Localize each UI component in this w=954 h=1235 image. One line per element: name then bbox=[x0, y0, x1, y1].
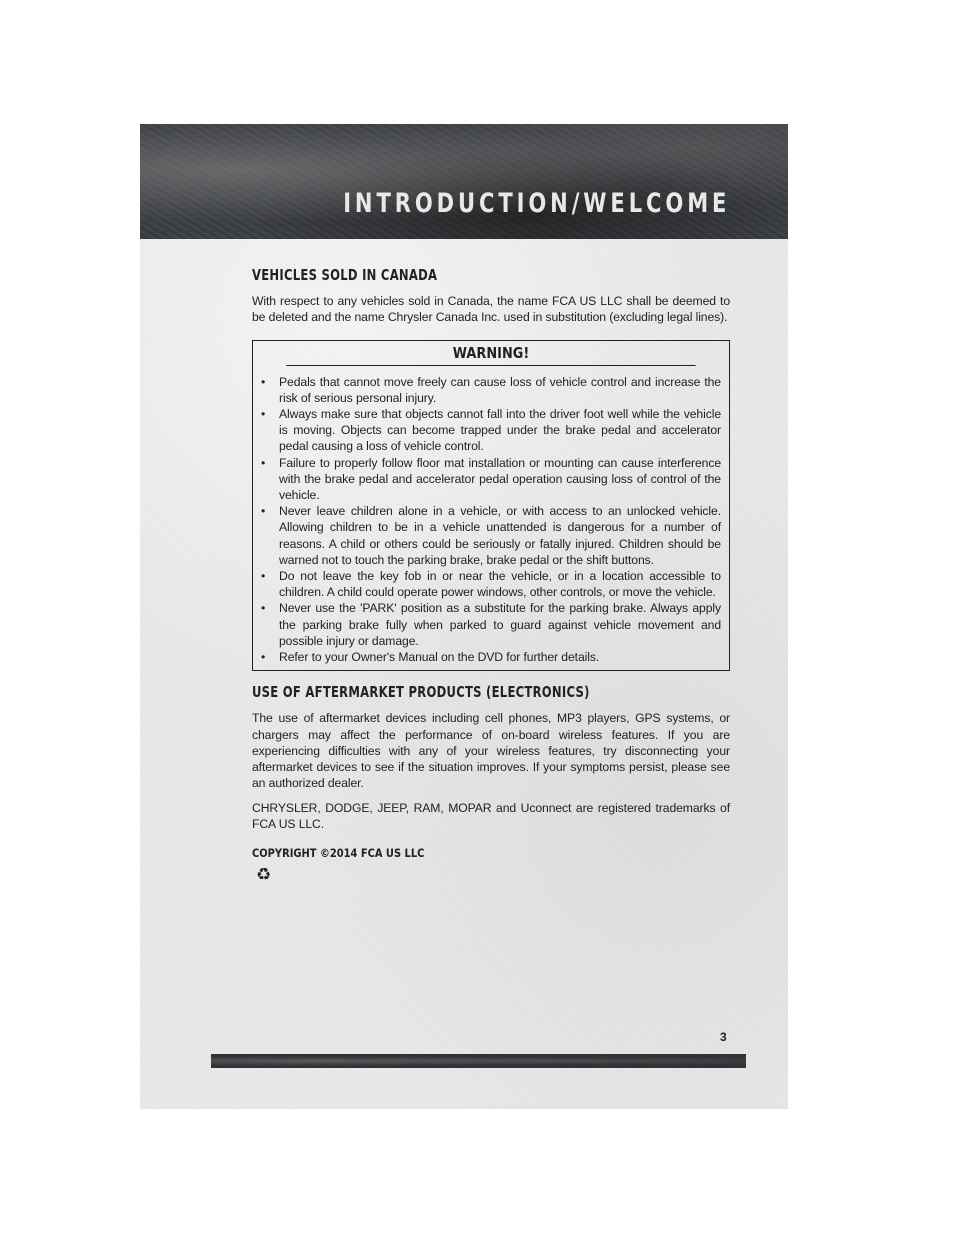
warning-item-text: Never leave children alone in a vehicle, or with access to an unlocked vehicle. Allowing children to be in a vehicle unattended is dangerous for a number of reasons. A child or others could be seriously or fatally injured. Children should be warned not to touch the parking brake, brake pedal or the shift buttons. bbox=[279, 504, 721, 567]
warning-list bbox=[253, 366, 729, 671]
bullet-icon: • bbox=[261, 455, 266, 470]
warning-item-text: Never use the 'PARK' position as a substitute for the parking brake. Always apply the parking brake fully when parked to guard against vehicle movement and possible injury or damage. bbox=[279, 601, 721, 648]
section-heading-aftermarket: USE OF AFTERMARKET PRODUCTS (ELECTRONICS) bbox=[252, 683, 590, 702]
bullet-icon: • bbox=[261, 504, 266, 519]
bullet-icon: • bbox=[261, 374, 266, 389]
section-heading-canada: VEHICLES SOLD IN CANADA bbox=[252, 266, 438, 284]
warning-item-text: Refer to your Owner's Manual on the DVD for further details. bbox=[279, 650, 600, 665]
warning-item bbox=[261, 374, 721, 406]
warning-item bbox=[261, 406, 721, 455]
bullet-icon: • bbox=[261, 569, 266, 584]
warning-item-text: Do not leave the key fob in or near the vehicle, or in a location accessible to children. A child could operate power windows, other controls, or move the vehicle. bbox=[279, 569, 721, 600]
warning-item bbox=[261, 503, 721, 568]
warning-item-text: Always make sure that objects cannot fall into the driver foot well while the vehicle is moving. Objects can become trapped under the brake pedal and accelerator pedal causing a loss of vehicle control. bbox=[279, 407, 721, 454]
section-body-trademarks: CHRYSLER, DODGE, JEEP, RAM, MOPAR and Uconnect are registered trademarks of FCA US LLC. bbox=[252, 800, 730, 832]
warning-box bbox=[252, 340, 730, 672]
warning-item bbox=[261, 568, 721, 600]
page-number: 3 bbox=[720, 1030, 727, 1044]
section-body-canada: With respect to any vehicles sold in Canada, the name FCA US LLC shall be deemed to be deleted and the name Chrysler Canada Inc. used in substitution (excluding legal lines). bbox=[252, 294, 730, 325]
bullet-icon: • bbox=[261, 650, 266, 665]
footer-band bbox=[211, 1054, 746, 1068]
section-body-aftermarket: The use of aftermarket devices including cell phones, MP3 players, GPS systems, or chargers may affect the performance of on-board wireless features. If you are experiencing difficulties with any of your wireless features, try disconnecting your aftermarket devices to see if the situation improves. If your symptoms persist, please see an authorized dealer. bbox=[252, 711, 730, 791]
warning-item bbox=[261, 649, 721, 665]
bullet-icon: • bbox=[261, 407, 266, 421]
copyright-notice: COPYRIGHT ©2014 FCA US LLC bbox=[252, 846, 425, 861]
recycle-icon: ♻ bbox=[256, 865, 272, 885]
warning-item-text: Pedals that cannot move freely can cause loss of vehicle control and increase the risk of serious personal injury. bbox=[279, 374, 721, 405]
page-content bbox=[252, 266, 730, 885]
warning-item-text: Failure to properly follow floor mat installation or mounting can cause interference with the brake pedal and accelerator pedal operation causing loss of control of the vehicle. bbox=[279, 455, 721, 503]
warning-title: WARNING! bbox=[286, 341, 695, 366]
manual-page bbox=[140, 124, 788, 1109]
page-title: INTRODUCTION/WELCOME bbox=[342, 188, 730, 219]
warning-item bbox=[261, 455, 721, 504]
bullet-icon: • bbox=[261, 601, 266, 616]
header-band bbox=[140, 124, 788, 239]
warning-item bbox=[261, 600, 721, 649]
